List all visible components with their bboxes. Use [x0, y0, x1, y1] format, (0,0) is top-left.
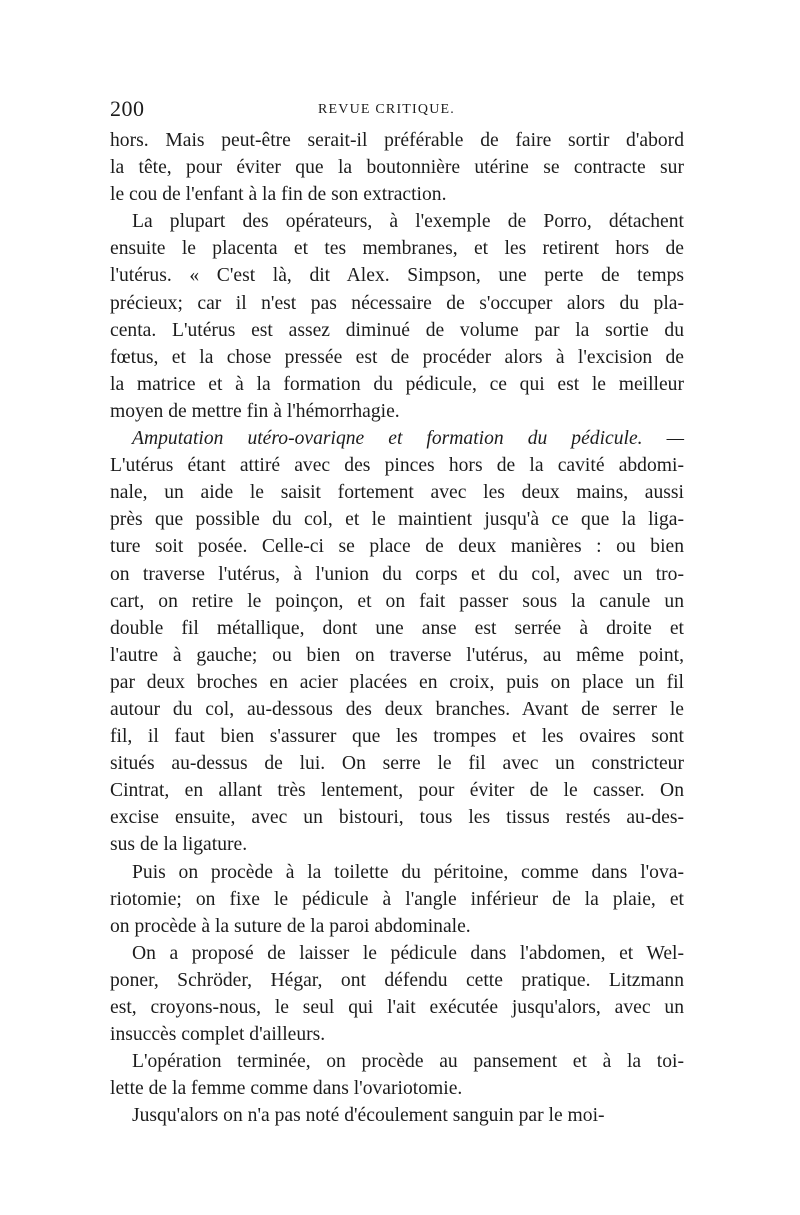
paragraph — [110, 208, 684, 425]
paragraph — [110, 940, 684, 1048]
text-line: nale, un aide le saisit fortement avec les deux mains, aussi — [110, 482, 684, 504]
running-head: REVUE CRITIQUE. — [318, 102, 455, 117]
text-line: ensuite le placenta et tes membranes, et les retirent hors de — [110, 238, 684, 260]
text-line: précieux; car il n'est pas nécessaire de s'occuper alors du pla- — [110, 292, 684, 314]
text-line: situés au-dessus de lui. On serre le fil avec un constricteur — [110, 753, 684, 775]
text-line: insuccès complet d'ailleurs. — [110, 1024, 326, 1046]
text-line: est, croyons-nous, le seul qui l'ait exécutée jusqu'alors, avec un — [110, 997, 684, 1018]
text-line: poner, Schröder, Hégar, ont défendu cette pratique. Litzmann — [110, 969, 684, 991]
text-line: moyen de mettre fin à l'hémorrhagie. — [110, 400, 400, 422]
text-line: autour du col, au-dessous des deux branches. Avant de serrer le — [110, 698, 684, 720]
text-line: Cintrat, en allant très lentement, pour éviter de le casser. On — [110, 780, 684, 802]
paragraph — [110, 1102, 684, 1129]
paragraph — [110, 127, 684, 208]
body-text — [110, 127, 684, 1129]
text-line: L'opération terminée, on procède au pansement et à la toi- — [132, 1051, 684, 1073]
text-line: l'autre à gauche; ou bien on traverse l'utérus, au même point, — [110, 644, 684, 666]
page-number: 200 — [110, 96, 145, 121]
text-line: fœtus, et la chose pressée est de procéder alors à l'excision de — [110, 346, 684, 368]
text-line: le cou de l'enfant à la fin de son extraction. — [110, 184, 447, 206]
text-line: sus de la ligature. — [110, 834, 248, 856]
text-line: double fil métallique, dont une anse est serrée à droite et — [110, 617, 684, 639]
text-line: par deux broches en acier placées en croix, puis on place un fil — [110, 671, 684, 693]
text-line: fil, il faut bien s'assurer que les trompes et les ovaires sont — [110, 726, 684, 748]
section-title: Amputation utéro-ovariqne et formation du pédicule. — — [132, 428, 684, 450]
text-line: ture soit posée. Celle-ci se place de deux manières : ou bien — [110, 536, 684, 558]
text-line: la tête, pour éviter que la boutonnière utérine se contracte sur — [110, 157, 684, 179]
text-line: hors. Mais peut-être serait-il préférable de faire sortir d'abord — [110, 130, 684, 151]
text-line: La plupart des opérateurs, à l'exemple de Porro, détachent — [132, 211, 684, 233]
text-line: On a proposé de laisser le pédicule dans l'abdomen, et Wel- — [132, 942, 684, 964]
text-line: L'utérus étant attiré avec des pinces hors de la cavité abdomi- — [110, 455, 684, 477]
text-line: cart, on retire le poinçon, et on fait passer sous la canule un — [110, 590, 684, 612]
paragraph — [110, 1048, 684, 1102]
text-line: on procède à la suture de la paroi abdominale. — [110, 915, 471, 937]
text-line: près que possible du col, et le maintient jusqu'à ce que la liga- — [110, 509, 684, 531]
text-line: on traverse l'utérus, à l'union du corps et du col, avec un tro- — [110, 563, 684, 585]
text-line: Puis on procède à la toilette du péritoine, comme dans l'ova- — [132, 861, 684, 883]
text-line: lette de la femme comme dans l'ovariotomie. — [110, 1078, 463, 1100]
text-line: la matrice et à la formation du pédicule, ce qui est le meilleur — [110, 373, 684, 395]
page-header — [110, 96, 684, 126]
text-line: centa. L'utérus est assez diminué de volume par la sortie du — [110, 319, 684, 341]
text-line: l'utérus. « C'est là, dit Alex. Simpson, une perte de temps — [110, 265, 684, 287]
text-line: Jusqu'alors on n'a pas noté d'écoulement sanguin par le moi- — [132, 1105, 605, 1127]
text-line: excise ensuite, avec un bistouri, tous les tissus restés au-des- — [110, 807, 684, 829]
paragraph — [110, 859, 684, 940]
text-line: riotomie; on fixe le pédicule à l'angle inférieur de la plaie, et — [110, 888, 684, 910]
paragraph — [110, 425, 684, 859]
